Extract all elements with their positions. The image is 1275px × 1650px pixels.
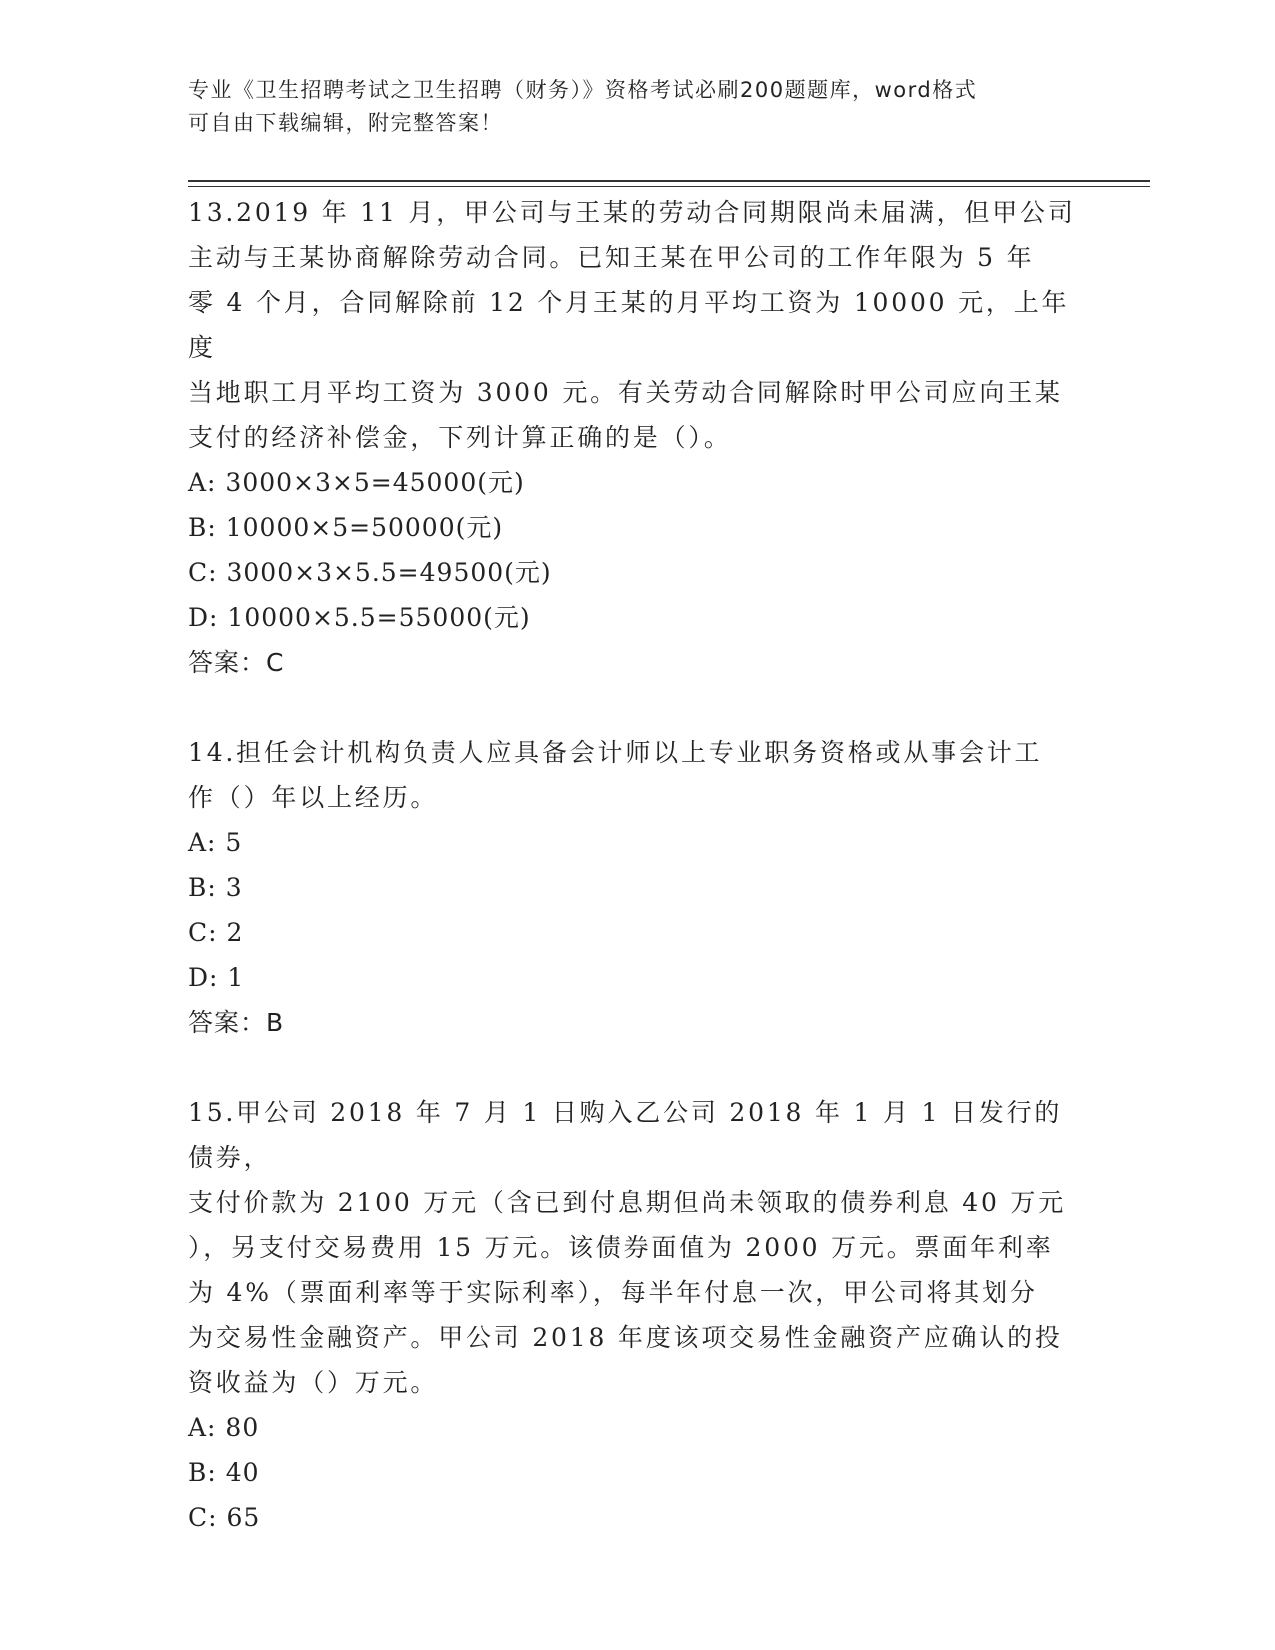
question-13-option-d: D: 10000×5.5=55000(元): [188, 603, 531, 632]
question-13-option-c: C: 3000×3×5.5=49500(元): [188, 558, 552, 587]
question-15-line-4: 为 4%（票面利率等于实际利率），每半年付息一次，甲公司将其划分: [188, 1278, 1038, 1307]
question-15-line-2: 支付价款为 2100 万元（含已到付息期但尚未领取的债券利息 40 万元: [188, 1188, 1067, 1217]
question-13-option-b: B: 10000×5=50000(元): [188, 513, 504, 542]
question-14-line-2: 作（）年以上经历。: [188, 783, 439, 812]
question-14-line-1: 14.担任会计机构负责人应具备会计师以上专业职务资格或从事会计工: [188, 738, 1043, 767]
question-13-line-3: 零 4 个月，合同解除前 12 个月王某的月平均工资为 10000 元，上年度: [188, 288, 1070, 362]
question-13: [188, 190, 1088, 685]
question-13-option-a: A: 3000×3×5=45000(元): [188, 468, 525, 497]
header-line-2: 可自由下载编辑，附完整答案！: [188, 111, 503, 135]
question-15-option-b: B: 40: [188, 1458, 260, 1487]
question-14-option-c: C: 2: [188, 918, 244, 947]
header-line-1: 专业《卫生招聘考试之卫生招聘（财务）》资格考试必刷200题题库，word格式: [188, 78, 978, 102]
question-15-option-a: A: 80: [188, 1413, 260, 1442]
question-13-answer: 答案：C: [188, 648, 285, 677]
question-14-answer: 答案：B: [188, 1008, 285, 1037]
question-list: [188, 190, 1088, 1540]
question-15-line-1: 15.甲公司 2018 年 7 月 1 日购入乙公司 2018 年 1 月 1 日发行的债券，: [188, 1098, 1063, 1172]
question-15-line-3: ），另支付交易费用 15 万元。该债券面值为 2000 万元。票面年利率: [188, 1233, 1054, 1262]
question-15-option-c: C: 65: [188, 1503, 261, 1532]
question-13-line-4: 当地职工月平均工资为 3000 元。有关劳动合同解除时甲公司应向王某: [188, 378, 1063, 407]
question-15-line-6: 资收益为（）万元。: [188, 1368, 439, 1397]
question-14: [188, 730, 1088, 1045]
header-divider-thick: [188, 180, 1150, 182]
question-13-line-1: 13.2019 年 11 月，甲公司与王某的劳动合同期限尚未届满，但甲公司: [188, 198, 1076, 227]
question-14-option-a: A: 5: [188, 828, 243, 857]
document-header: [188, 74, 1068, 140]
question-13-line-2: 主动与王某协商解除劳动合同。已知王某在甲公司的工作年限为 5 年: [188, 243, 1035, 272]
question-15: [188, 1090, 1088, 1540]
question-14-option-b: B: 3: [188, 873, 243, 902]
question-15-line-5: 为交易性金融资产。甲公司 2018 年度该项交易性金融资产应确认的投: [188, 1323, 1063, 1352]
question-14-option-d: D: 1: [188, 963, 245, 992]
question-13-line-5: 支付的经济补偿金，下列计算正确的是（）。: [188, 423, 732, 452]
question-spacer: [188, 1045, 1088, 1090]
header-divider-thin: [188, 186, 1150, 187]
question-spacer: [188, 685, 1088, 730]
